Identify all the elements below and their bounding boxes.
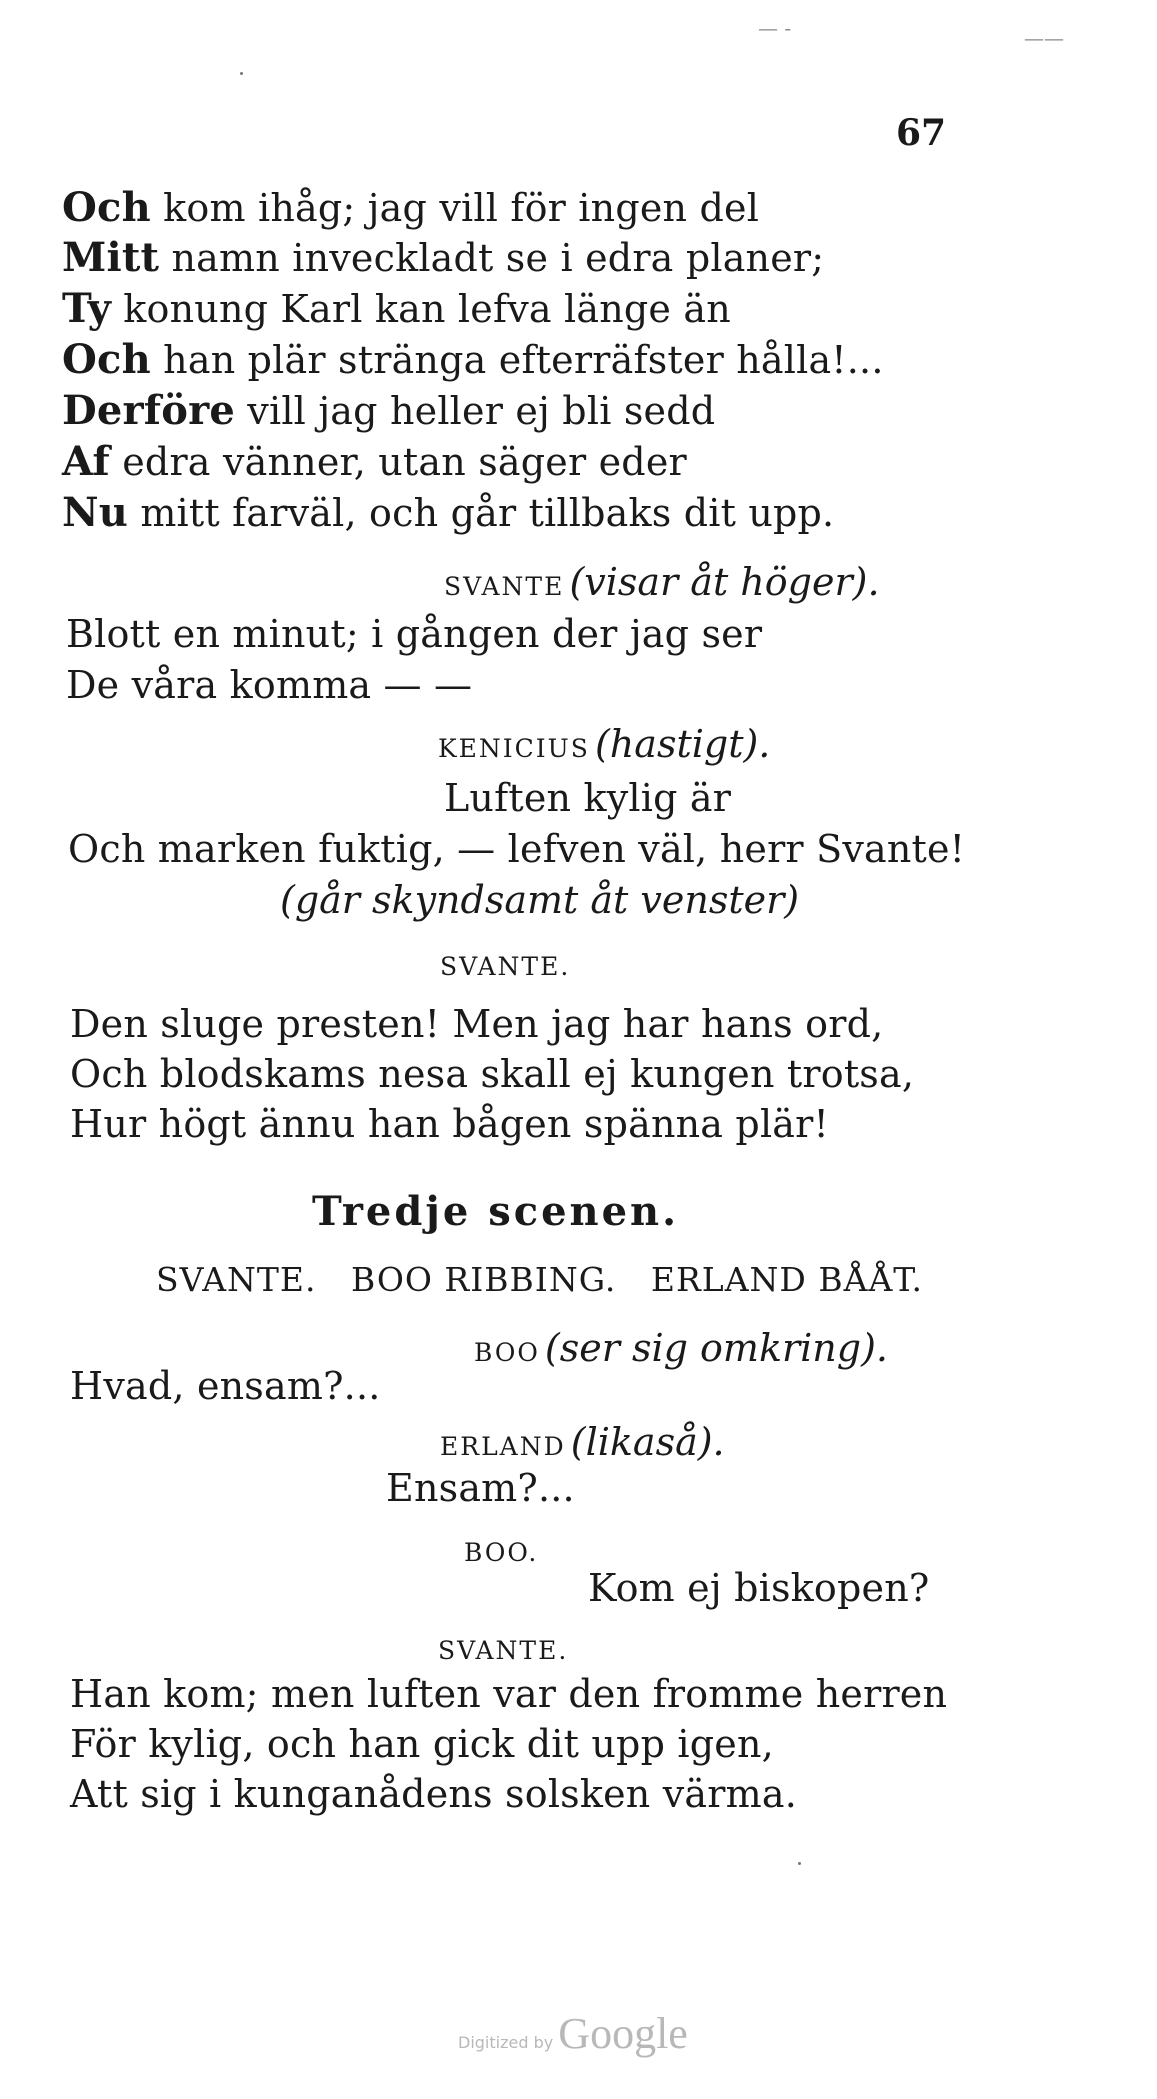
verse-line: Och kom ihåg; jag vill för ingen del	[62, 184, 760, 231]
verse-line: Och han plär stränga efterräfster hålla!...	[62, 336, 884, 383]
watermark-prefix: Digitized by	[458, 2033, 554, 2052]
verse-line: Nu mitt farväl, och går tillbaks dit upp.	[62, 489, 835, 536]
verse-line: Derföre vill jag heller ej bli sedd	[62, 387, 716, 434]
digitization-watermark	[458, 2008, 688, 2059]
verse-line: Af edra vänner, utan säger eder	[62, 438, 687, 485]
verse-line: Ty konung Karl kan lefva länge än	[62, 285, 731, 332]
verse-line: Mitt namn inveckladt se i edra planer;	[62, 234, 825, 281]
scan-mark: — -	[758, 16, 792, 40]
stage-direction: (visar åt höger).	[569, 560, 880, 604]
verse-line: Den sluge presten! Men jag har hans ord,	[70, 1002, 884, 1046]
speaker-name: KENICIUS	[438, 734, 590, 763]
verse-line: Och marken fuktig, — lefven väl, herr Svante!	[68, 827, 966, 871]
speaker-cue	[474, 1326, 888, 1370]
stage-direction: (går skyndsamt åt venster)	[280, 878, 800, 922]
scene-heading: Tredje scenen.	[312, 1188, 680, 1235]
stage-direction: (hastigt).	[594, 722, 771, 766]
speaker-name: SVANTE.	[438, 1636, 569, 1665]
speaker-cue	[440, 1420, 725, 1464]
speaker-name: BOO.	[464, 1538, 539, 1567]
scan-mark: ——	[1024, 26, 1064, 50]
verse-line: Luften kylig är	[444, 776, 732, 820]
stage-direction: (ser sig omkring).	[544, 1326, 888, 1370]
verse-line: De våra komma — —	[66, 663, 473, 707]
verse-line: Ensam?...	[386, 1466, 575, 1510]
speaker-cue	[438, 722, 770, 766]
verse-line: Hur högt ännu han bågen spänna plär!	[70, 1102, 829, 1146]
scan-dot	[798, 1862, 801, 1865]
verse-line: Han kom; men luften var den fromme herren	[70, 1672, 948, 1716]
speaker-name: SVANTE.	[440, 952, 571, 981]
verse-line: Blott en minut; i gången der jag ser	[66, 612, 763, 656]
stage-direction: (likaså).	[570, 1420, 725, 1464]
verse-line: Hvad, ensam?...	[70, 1364, 381, 1408]
verse-line: För kylig, och han gick dit upp igen,	[70, 1722, 774, 1766]
verse-line: Att sig i kunganådens solsken värma.	[70, 1772, 797, 1816]
scan-dot	[240, 72, 243, 75]
page-number: 67	[896, 112, 947, 154]
speaker-name: ERLAND	[440, 1432, 566, 1461]
verse-line: Och blodskams nesa skall ej kungen trotsa,	[70, 1052, 915, 1096]
speaker-name: BOO	[474, 1338, 540, 1367]
speaker-cue	[444, 560, 880, 604]
cast-list: SVANTE. BOO RIBBING. ERLAND BÅÅT.	[156, 1260, 923, 1299]
watermark-brand: Google	[558, 2009, 688, 2058]
speaker-name: SVANTE	[444, 572, 565, 601]
verse-line: Kom ej biskopen?	[588, 1566, 930, 1610]
